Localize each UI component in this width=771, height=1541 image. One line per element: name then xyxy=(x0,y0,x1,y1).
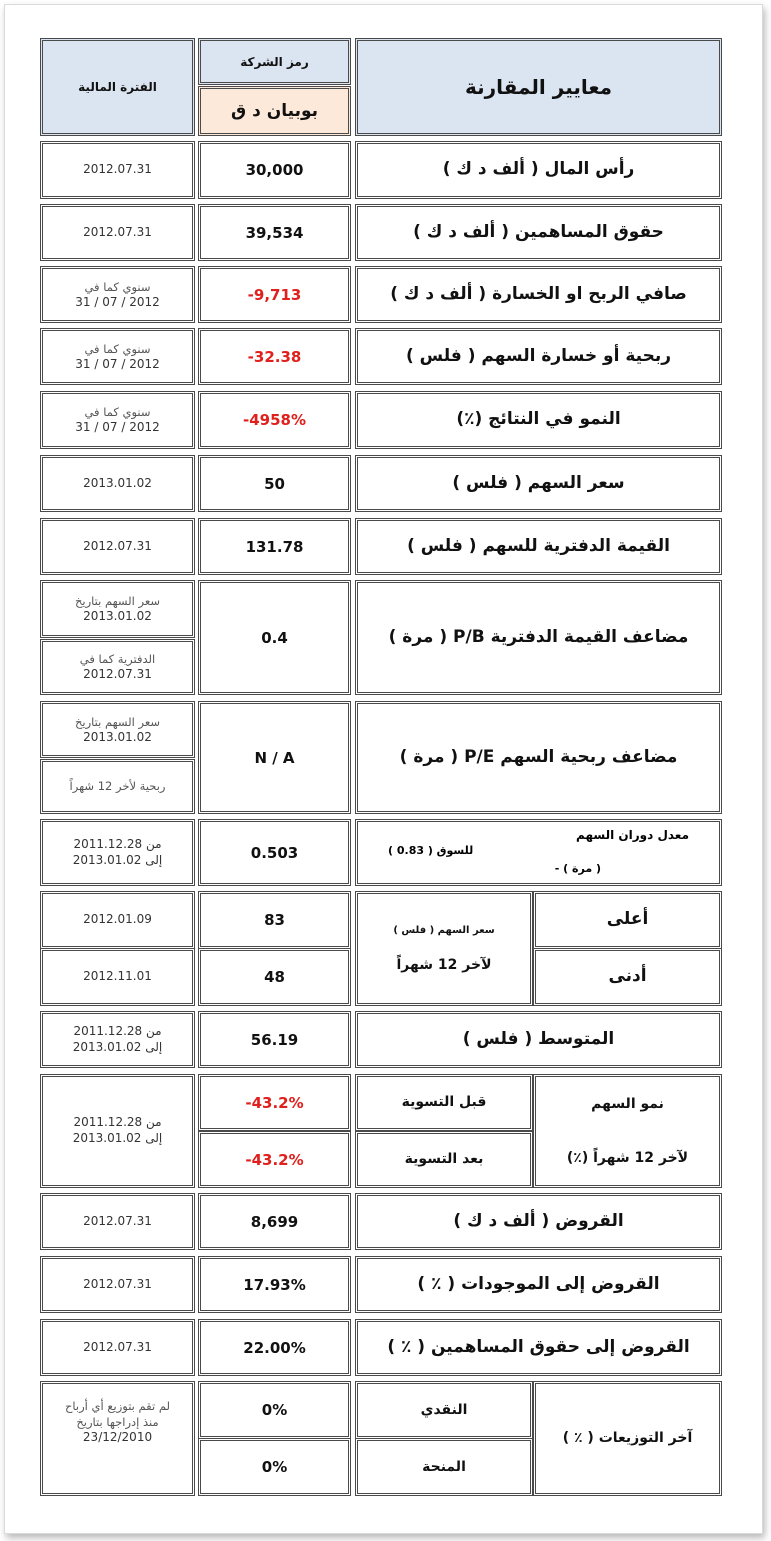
loans-value-cell xyxy=(198,1193,351,1250)
book-value-value-cell xyxy=(198,518,351,575)
price-growth-before-label-cell xyxy=(355,1074,533,1131)
low-label: أدنى xyxy=(608,966,647,987)
price-growth-after-value: -43.2% xyxy=(245,1150,304,1169)
loans-assets-period: 2012.07.31 xyxy=(83,1276,152,1291)
loans-equity-label: القروض إلى حقوق المساهمين ( ٪ ) xyxy=(387,1336,690,1357)
pb-period-book-cell xyxy=(40,639,195,695)
loans-equity-value: 22.00% xyxy=(243,1338,306,1357)
loans-label-cell xyxy=(355,1193,722,1250)
loans-assets-value-cell xyxy=(198,1256,351,1313)
turnover-period-line1: من 2011.12.28 xyxy=(73,836,162,851)
loans-equity-period: 2012.07.31 xyxy=(83,1339,152,1354)
dividends-cash-value-cell xyxy=(198,1381,351,1439)
price-growth-label-line1: نمو السهم xyxy=(591,1095,664,1112)
low-period-cell xyxy=(40,948,195,1006)
pe-label-cell xyxy=(355,701,722,814)
symbol-header-label: رمز الشركة xyxy=(240,54,309,69)
average-value-cell xyxy=(198,1011,351,1068)
dividends-note-line2: منذ إدراجها بتاريخ xyxy=(76,1415,159,1430)
average-label: المتوسط ( فلس ) xyxy=(462,1028,615,1049)
loans-equity-period-cell xyxy=(40,1319,195,1376)
net-profit-label-cell xyxy=(355,266,722,323)
dividends-label-cell xyxy=(533,1381,722,1496)
dividends-cash-value: 0% xyxy=(261,1401,288,1419)
company-name-cell xyxy=(198,86,351,136)
high-period: 2012.01.09 xyxy=(83,912,152,927)
symbol-header xyxy=(198,38,351,85)
pb-value: 0.4 xyxy=(261,628,288,647)
price-value-cell xyxy=(198,455,351,512)
low-value-cell xyxy=(198,948,351,1006)
capital-value-cell xyxy=(198,141,351,199)
turnover-period-line2: إلى 2013.01.02 xyxy=(72,852,163,867)
dividends-cash-label: النقدي xyxy=(420,1401,468,1418)
growth-period-line2: 2012 / 07 / 31 xyxy=(75,420,160,435)
book-value-period: 2012.07.31 xyxy=(83,538,152,553)
average-period-cell xyxy=(40,1011,195,1068)
dividends-label: آخر التوزيعات ( ٪ ) xyxy=(562,1430,693,1447)
average-value: 56.19 xyxy=(250,1030,299,1049)
pe-period-price-line2: 2013.01.02 xyxy=(83,729,152,744)
price-growth-before-value: -43.2% xyxy=(245,1093,304,1112)
dividends-bonus-label-cell xyxy=(355,1438,533,1496)
pb-period-book-line2: 2012.07.31 xyxy=(83,667,152,682)
eps-period-line2: 2012 / 07 / 31 xyxy=(75,356,160,371)
low-period: 2012.11.01 xyxy=(83,969,152,984)
period-header-label: الفترة المالية xyxy=(78,80,157,94)
high-value: 83 xyxy=(264,911,285,929)
pb-period-book-line1: الدفترية كما في xyxy=(79,652,156,667)
price-growth-before-label: قبل التسوية xyxy=(401,1094,487,1111)
equity-value: 39,534 xyxy=(245,223,304,242)
eps-value: -32.38 xyxy=(247,347,302,366)
pb-label: مضاعف القيمة الدفترية P/B ( مرة ) xyxy=(388,626,689,647)
pe-value-cell xyxy=(198,701,351,814)
turnover-label-cell xyxy=(355,819,722,886)
price-growth-after-value-cell xyxy=(198,1131,351,1188)
pb-period-price-line2: 2013.01.02 xyxy=(83,609,152,624)
low-label-cell xyxy=(533,948,722,1006)
book-value-label-cell xyxy=(355,518,722,575)
net-profit-label: صافي الربح او الخسارة ( ألف د ك ) xyxy=(390,283,687,304)
price-growth-after-label: بعد التسوية xyxy=(404,1151,484,1168)
capital-label-cell xyxy=(355,141,722,199)
net-profit-period-line2: 2012 / 07 / 31 xyxy=(75,294,160,309)
growth-period-line1: سنوي كما في xyxy=(84,405,151,420)
dividends-note-line3: 23/12/2010 xyxy=(82,1430,153,1445)
book-value-period-cell xyxy=(40,518,195,575)
capital-label: رأس المال ( ألف د ك ) xyxy=(442,159,635,180)
dividends-bonus-value-cell xyxy=(198,1438,351,1496)
dividends-note-line1: لم تقم بتوزيع أي أرباح xyxy=(65,1399,171,1413)
high-low-mid-line1: سعر السهم ( فلس ) xyxy=(393,924,495,936)
pb-label-cell xyxy=(355,580,722,695)
growth-period-cell xyxy=(40,391,195,449)
turnover-label-line2: للسوق ( 0.83 ) xyxy=(388,844,474,857)
pe-period-eps-cell xyxy=(40,759,195,814)
pe-period-eps-label: ربحية لأخر 12 شهراً xyxy=(69,779,166,794)
capital-period: 2012.07.31 xyxy=(83,162,152,177)
loans-assets-period-cell xyxy=(40,1256,195,1313)
pe-period-price-line1: سعر السهم بتاريخ xyxy=(74,714,161,729)
loans-assets-label: القروض إلى الموجودات ( ٪ ) xyxy=(417,1273,660,1294)
loans-equity-value-cell xyxy=(198,1319,351,1376)
eps-value-cell xyxy=(198,328,351,385)
price-period: 2013.01.02 xyxy=(83,475,152,490)
dividends-note-cell xyxy=(40,1381,195,1496)
dividends-cash-label-cell xyxy=(355,1381,533,1439)
eps-label-cell xyxy=(355,328,722,385)
net-profit-value-cell xyxy=(198,266,351,323)
high-period-cell xyxy=(40,891,195,949)
high-value-cell xyxy=(198,891,351,949)
price-growth-period-line2: إلى 2013.01.02 xyxy=(72,1131,163,1145)
high-low-mid-cell xyxy=(355,891,533,1006)
average-period-line1: من 2011.12.28 xyxy=(73,1023,162,1038)
dividends-bonus-label: المنحة xyxy=(422,1458,466,1475)
price-growth-label-cell xyxy=(533,1074,722,1188)
equity-value-cell xyxy=(198,204,351,261)
loans-label: القروض ( ألف د ك ) xyxy=(453,1210,624,1231)
pb-period-price-cell xyxy=(40,580,195,638)
loans-period: 2012.07.31 xyxy=(83,1213,152,1228)
pb-period-price-line1: سعر السهم بتاريخ xyxy=(74,594,161,609)
low-value: 48 xyxy=(264,968,285,986)
net-profit-value: -9,713 xyxy=(247,285,302,304)
period-header xyxy=(40,38,195,136)
price-growth-before-value-cell xyxy=(198,1074,351,1131)
equity-period: 2012.07.31 xyxy=(83,224,152,239)
eps-period-cell xyxy=(40,328,195,385)
equity-label-cell xyxy=(355,204,722,261)
price-growth-period-cell xyxy=(40,1074,195,1188)
capital-value: 30,000 xyxy=(245,161,304,179)
growth-value: -4958% xyxy=(243,411,307,429)
average-period-line2: إلى 2013.01.02 xyxy=(72,1039,163,1054)
loans-period-cell xyxy=(40,1193,195,1250)
eps-label: ربحية أو خسارة السهم ( فلس ) xyxy=(405,345,672,366)
company-name: بوبيان د ق xyxy=(230,101,319,121)
average-label-cell xyxy=(355,1011,722,1068)
price-growth-after-label-cell xyxy=(355,1131,533,1188)
criteria-header xyxy=(355,38,722,136)
book-value-value: 131.78 xyxy=(245,537,304,556)
growth-value-cell xyxy=(198,391,351,449)
dividends-bonus-value: 0% xyxy=(261,1458,288,1476)
pe-period-price-cell xyxy=(40,701,195,758)
net-profit-period-cell xyxy=(40,266,195,323)
turnover-period-cell xyxy=(40,819,195,886)
loans-equity-label-cell xyxy=(355,1319,722,1376)
loans-assets-value: 17.93% xyxy=(243,1275,306,1294)
high-label-cell xyxy=(533,891,722,949)
price-growth-period-line1: من 2011.12.28 xyxy=(73,1115,162,1130)
book-value-label: القيمة الدفترية للسهم ( فلس ) xyxy=(407,535,670,556)
criteria-header-label: معايير المقارنة xyxy=(464,75,613,99)
price-period-cell xyxy=(40,455,195,512)
capital-period-cell xyxy=(40,141,195,199)
pe-label: مضاعف ربحية السهم P/E ( مرة ) xyxy=(399,746,678,767)
turnover-label-line3: ( مرة ) - xyxy=(554,862,601,875)
turnover-value-cell xyxy=(198,819,351,886)
pe-value: N / A xyxy=(254,748,295,767)
net-profit-period-line1: سنوي كما في xyxy=(84,279,151,294)
price-value: 50 xyxy=(264,474,285,493)
loans-value: 8,699 xyxy=(250,1212,299,1231)
high-low-mid-line2: لآخر 12 شهراً xyxy=(396,956,492,973)
turnover-value: 0.503 xyxy=(250,843,299,862)
growth-label: النمو في النتائج (٪) xyxy=(456,409,621,430)
growth-label-cell xyxy=(355,391,722,449)
price-label: سعر السهم ( فلس ) xyxy=(452,472,625,493)
pb-value-cell xyxy=(198,580,351,695)
eps-period-line1: سنوي كما في xyxy=(84,341,151,356)
price-label-cell xyxy=(355,455,722,512)
equity-label: حقوق المساهمين ( ألف د ك ) xyxy=(413,221,664,242)
high-label: أعلى xyxy=(606,909,649,930)
equity-period-cell xyxy=(40,204,195,261)
loans-assets-label-cell xyxy=(355,1256,722,1313)
turnover-label-line1: معدل دوران السهم xyxy=(576,828,689,842)
price-growth-label-line2: لآخر 12 شهراً (٪) xyxy=(566,1149,689,1166)
